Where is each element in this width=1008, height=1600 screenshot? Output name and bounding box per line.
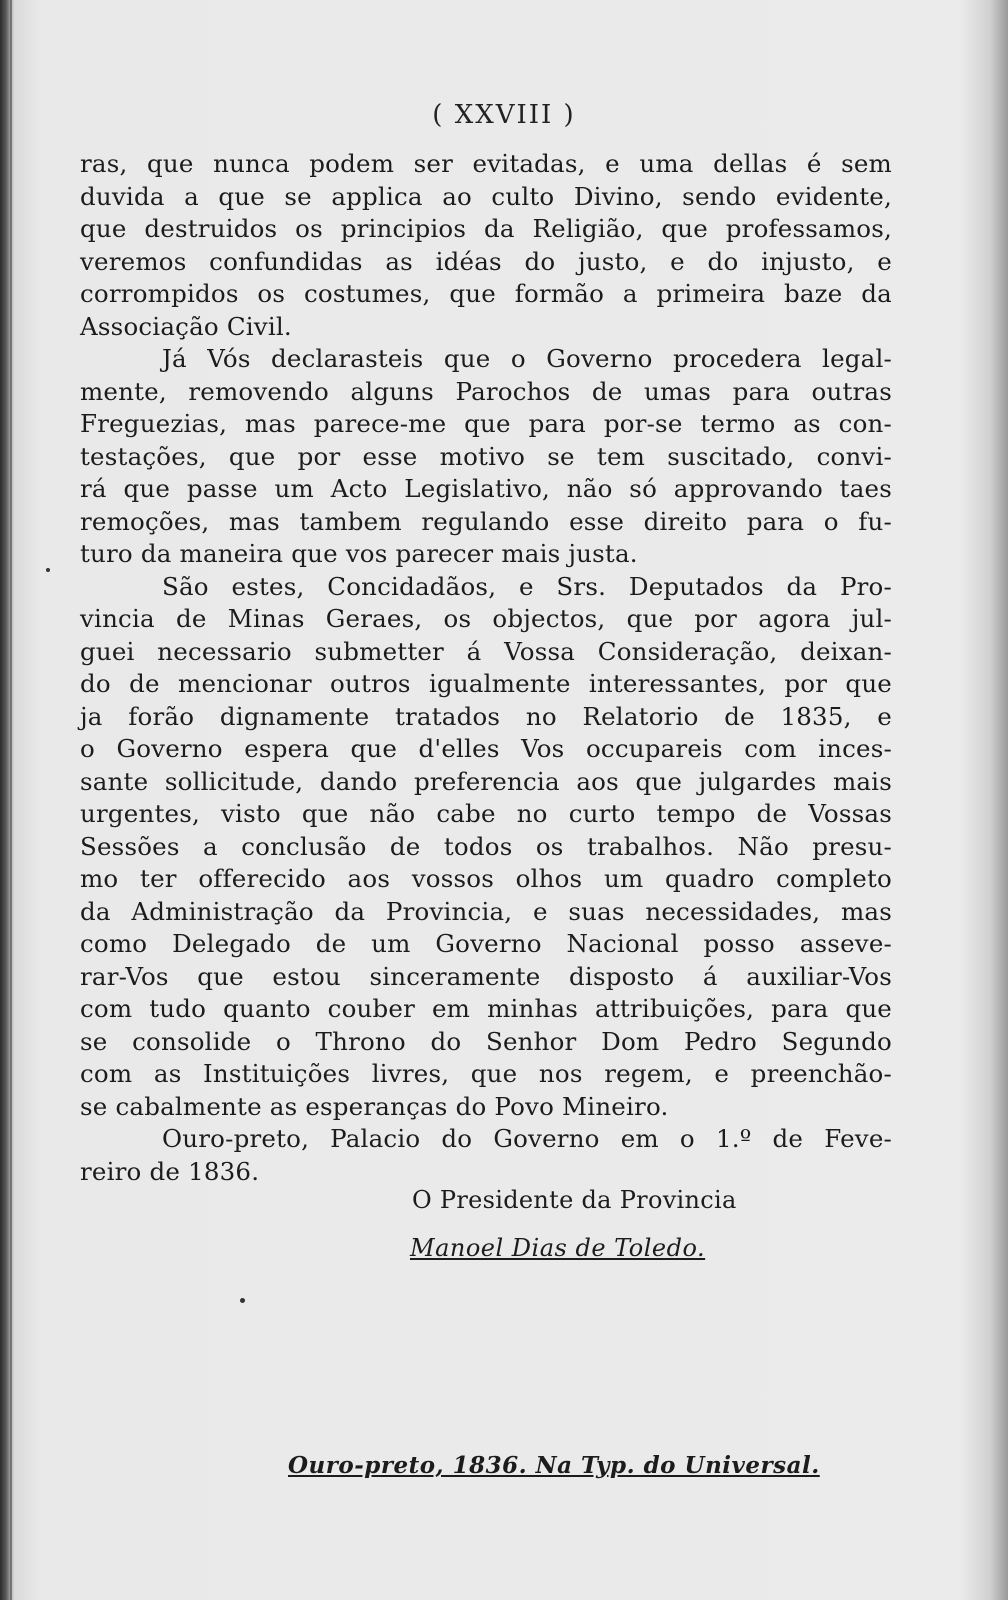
text-line: o Governo espera que d'elles Vos occupareis com inces- bbox=[80, 734, 892, 763]
text-line: se cabalmente as esperanças do Povo Mineiro. bbox=[80, 1091, 669, 1121]
text-line: mente, removendo alguns Parochos de umas para outras bbox=[80, 376, 892, 406]
text-line: como Delegado de um Governo Nacional posso asseve- bbox=[80, 929, 892, 958]
text-line: Freguezias, mas parece-me que para por-se termo as con- bbox=[80, 409, 892, 438]
page-number-header: ( XXVIII ) bbox=[432, 100, 576, 130]
text-line: remoções, mas tambem regulando esse direito para o fu- bbox=[80, 506, 892, 536]
ink-speck bbox=[46, 568, 50, 572]
text-line: do de mencionar outros igualmente interessantes, por que bbox=[80, 669, 892, 698]
text-line: reiro de 1836. bbox=[80, 1156, 260, 1186]
text-line: Já Vós declarasteis que o Governo procedera legal- bbox=[162, 344, 892, 373]
text-line: rar-Vos que estou sinceramente disposto á auxiliar-Vos bbox=[80, 961, 892, 991]
signature-title: O Presidente da Provincia bbox=[412, 1186, 737, 1214]
text-line: testações, que por esse motivo se tem suscitado, convi- bbox=[80, 441, 892, 471]
text-line: guei necessario submetter á Vossa Consideração, deixan- bbox=[80, 636, 892, 666]
text-line: duvida a que se applica ao culto Divino, sendo evidente, bbox=[80, 181, 892, 211]
text-line: São estes, Concidadãos, e Srs. Deputados da Pro- bbox=[162, 571, 892, 601]
body-text bbox=[80, 148, 892, 1188]
printer-imprint: Ouro-preto, 1836. Na Typ. do Universal. bbox=[288, 1452, 820, 1479]
text-line: Sessões a conclusão de todos os trabalhos. Não presu- bbox=[80, 831, 892, 861]
text-line: Associação Civil. bbox=[80, 311, 292, 341]
text-line: corrompidos os costumes, que formão a primeira baze da bbox=[80, 279, 892, 308]
text-line: com as Instituições livres, que nos regem, e preenchão- bbox=[80, 1059, 892, 1088]
text-line: se consolide o Throno do Senhor Dom Pedro Segundo bbox=[80, 1026, 892, 1056]
ink-speck bbox=[240, 1298, 245, 1303]
text-line: da Administração da Provincia, e suas necessidades, mas bbox=[80, 896, 892, 926]
text-line: turo da maneira que vos parecer mais justa. bbox=[80, 539, 638, 568]
text-line: rá que passe um Acto Legislativo, não só approvando taes bbox=[80, 474, 892, 503]
text-line: veremos confundidas as idéas do justo, e do injusto, e bbox=[80, 246, 892, 276]
text-line: que destruidos os principios da Religião, que professamos, bbox=[80, 214, 892, 243]
text-line: ras, que nunca podem ser evitadas, e uma dellas é sem bbox=[80, 149, 892, 178]
text-line: sante sollicitude, dando preferencia aos que julgardes mais bbox=[80, 766, 892, 796]
text-line: com tudo quanto couber em minhas attribuições, para que bbox=[80, 994, 892, 1023]
text-line: ja forão dignamente tratados no Relatorio de 1835, e bbox=[80, 701, 892, 731]
signature-name: Manoel Dias de Toledo. bbox=[410, 1234, 706, 1262]
binding-edge bbox=[10, 0, 12, 1600]
text-line: Ouro-preto, Palacio do Governo em o 1.º de Feve- bbox=[162, 1124, 892, 1153]
text-line: urgentes, visto que não cabe no curto tempo de Vossas bbox=[80, 799, 892, 828]
text-line: mo ter offerecido aos vossos olhos um quadro completo bbox=[80, 864, 892, 893]
text-line: vincia de Minas Geraes, os objectos, que por agora jul- bbox=[80, 604, 892, 633]
